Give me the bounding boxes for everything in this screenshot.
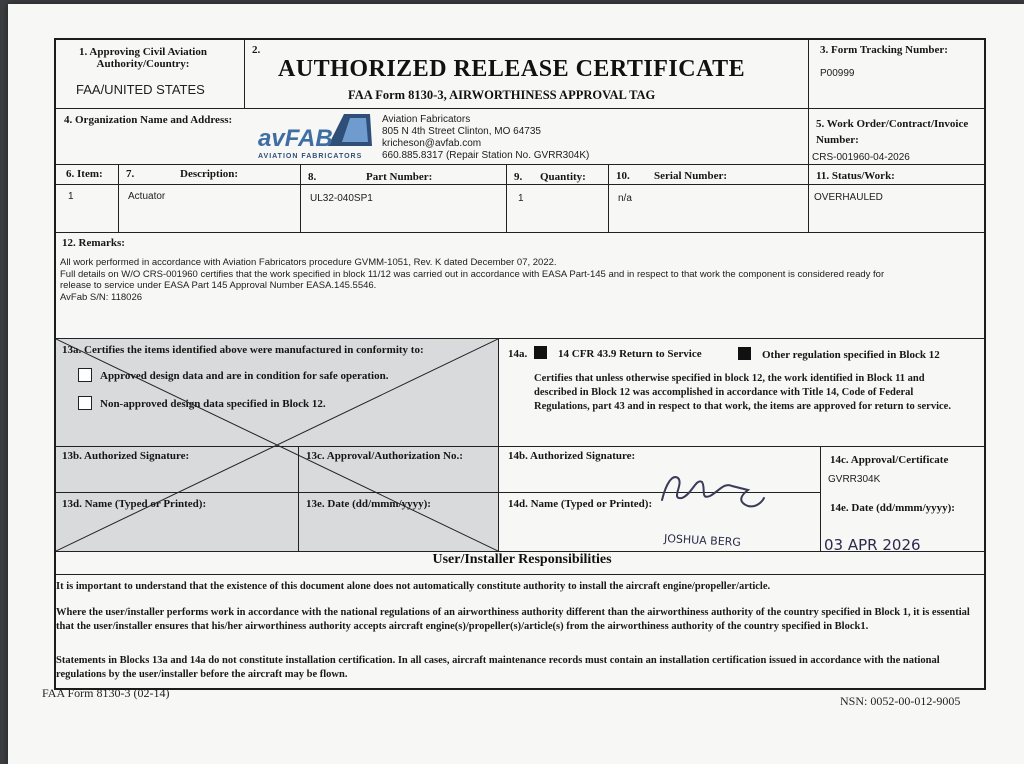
part-number-header-num: 8. bbox=[308, 171, 317, 183]
block14c-label: 14c. Approval/Certificate bbox=[830, 454, 949, 466]
address-line-1: 805 N 4th Street Clinton, MO 64735 bbox=[382, 126, 541, 137]
description-header: Description: bbox=[180, 168, 239, 180]
avfab-logo-icon bbox=[258, 112, 378, 162]
address-line-2: kricheson@avfab.com bbox=[382, 138, 482, 149]
block14e-label: 14e. Date (dd/mmm/yyyy): bbox=[830, 502, 955, 514]
quantity-header: Quantity: bbox=[540, 171, 586, 183]
serial-number-header: Serial Number: bbox=[654, 170, 728, 182]
logo-wordmark: avFAB bbox=[258, 125, 333, 152]
block13c-label: 13c. Approval/Authorization No.: bbox=[306, 450, 463, 462]
remarks-line-0: All work performed in accordance with Aviation Fabricators procedure GVMM-1051, Rev. K dated December 07, 2022. bbox=[60, 257, 557, 268]
block14e-handwritten-date: 03 APR 2026 bbox=[824, 536, 921, 554]
responsibilities-title: User/Installer Responsibilities bbox=[432, 552, 612, 567]
quantity-cell: 1 bbox=[518, 193, 524, 204]
block13-void-x bbox=[56, 339, 498, 551]
block14a-label: 14a. bbox=[508, 348, 528, 360]
remarks-line-1: Full details on W/O CRS-001960 certifies that the work specified in block 11/12 was carried out in accordance with EASA Part-145 and in respect to that work the component is considered ready for bbox=[60, 268, 885, 280]
block14a-other-checkbox[interactable] bbox=[738, 347, 751, 360]
block2-label: 2. bbox=[252, 44, 261, 56]
responsibilities-p3: Statements in Blocks 13a and 14a do not constitute installation certification. In all cases, aircraft maintenance records must contain an installation certification issued in accordance with the national regulations by the user/installer before the aircraft may be flown. bbox=[56, 655, 940, 681]
item-header: 6. Item: bbox=[66, 168, 103, 180]
block14c-value: GVRR304K bbox=[828, 474, 881, 485]
nsn-footer: NSN: 0052-00-012-9005 bbox=[840, 694, 961, 708]
quantity-header-num: 9. bbox=[514, 171, 523, 183]
form-8130-3 bbox=[54, 38, 986, 690]
form-title: AUTHORIZED RELEASE CERTIFICATE bbox=[278, 56, 746, 82]
block3-label: 3. Form Tracking Number: bbox=[820, 44, 948, 56]
block1-label-line1: 1. Approving Civil Aviation bbox=[79, 46, 207, 58]
address-line-3: 660.885.8317 (Repair Station No. GVRR304K) bbox=[382, 150, 590, 161]
block5-value: CRS-001960-04-2026 bbox=[812, 152, 910, 163]
block4-label: 4. Organization Name and Address: bbox=[64, 114, 233, 126]
block1-value: FAA/UNITED STATES bbox=[76, 82, 205, 97]
responsibilities-p2: Where the user/installer performs work in accordance with the national regulations of an airworthiness authority different than the airworthiness authority of the country specified in Block 1, it is essential that the user/installer ensures that his/her airworthiness authority accepts aircraft engine(s)/propeller(s)/article(s) from the airworthiness authority of the country specified in Block1. bbox=[56, 607, 970, 633]
block14a-cfr-checkbox[interactable] bbox=[534, 346, 547, 359]
item-cell: 1 bbox=[68, 191, 74, 202]
organization-address bbox=[382, 114, 589, 162]
block13a-nonapproved-label: Non-approved design data specified in Block 12. bbox=[100, 398, 326, 410]
part-number-header: Part Number: bbox=[366, 171, 433, 183]
block13b-label: 13b. Authorized Signature: bbox=[62, 450, 190, 462]
address-line-0: Aviation Fabricators bbox=[382, 114, 471, 125]
block1-label bbox=[68, 46, 218, 70]
block14d-label: 14d. Name (Typed or Printed): bbox=[508, 498, 653, 510]
description-cell: Actuator bbox=[128, 191, 166, 202]
block14b-label: 14b. Authorized Signature: bbox=[508, 450, 636, 462]
block13d-label: 13d. Name (Typed or Printed): bbox=[62, 498, 207, 510]
block5-label-line1: 5. Work Order/Contract/Invoice bbox=[816, 118, 969, 130]
part-number-cell: UL32-040SP1 bbox=[310, 193, 373, 204]
status-cell: OVERHAULED bbox=[814, 192, 883, 203]
signature-14b-icon bbox=[652, 460, 772, 512]
remarks-text bbox=[60, 257, 884, 303]
logo-subtext: AVIATION FABRICATORS bbox=[258, 153, 363, 160]
block14a-other-label: Other regulation specified in Block 12 bbox=[762, 349, 940, 361]
block3-value: P00999 bbox=[820, 68, 855, 79]
block13a-approved-label: Approved design data and are in condition for safe operation. bbox=[100, 370, 389, 382]
remarks-line-2: release to service under EASA Part 145 Approval Number EASA.145.5546. bbox=[60, 280, 377, 291]
block5-label bbox=[816, 116, 968, 148]
block14a-cfr-label: 14 CFR 43.9 Return to Service bbox=[558, 348, 702, 360]
form-subtitle: FAA Form 8130-3, AIRWORTHINESS APPROVAL TAG bbox=[348, 88, 656, 102]
status-header: 11. Status/Work: bbox=[816, 170, 895, 182]
description-header-num: 7. bbox=[126, 168, 135, 180]
block1-label-line2: Authority/Country: bbox=[96, 58, 190, 70]
remarks-label: 12. Remarks: bbox=[62, 237, 125, 249]
remarks-line-3: AvFab S/N: 118026 bbox=[60, 291, 143, 303]
responsibilities-p1: It is important to understand that the existence of this document alone does not automatically constitute authority to install the aircraft engine/propeller/article. bbox=[56, 581, 771, 592]
avfab-logo bbox=[258, 112, 378, 162]
form-id-footer: FAA Form 8130-3 (02-14) bbox=[42, 686, 170, 700]
serial-number-cell: n/a bbox=[618, 193, 632, 204]
block5-label-line2: Number: bbox=[816, 134, 859, 146]
certificate-paper bbox=[8, 4, 1024, 764]
block13a-label: 13a. Certifies the items identified above were manufactured in conformity to: bbox=[62, 344, 424, 356]
block14a-certification-text: Certifies that unless otherwise specified in block 12, the work identified in Block 11 and described in Block 12 was accomplished in accordance with Title 14, Code of Federal Regulations, part 43 and in respect to that work, the items are approved for return to service. bbox=[534, 373, 951, 413]
serial-number-header-num: 10. bbox=[616, 170, 630, 182]
block14d-handwritten-name: JOSHUA BERG bbox=[663, 531, 742, 550]
block13e-label: 13e. Date (dd/mmm/yyyy): bbox=[306, 498, 431, 510]
